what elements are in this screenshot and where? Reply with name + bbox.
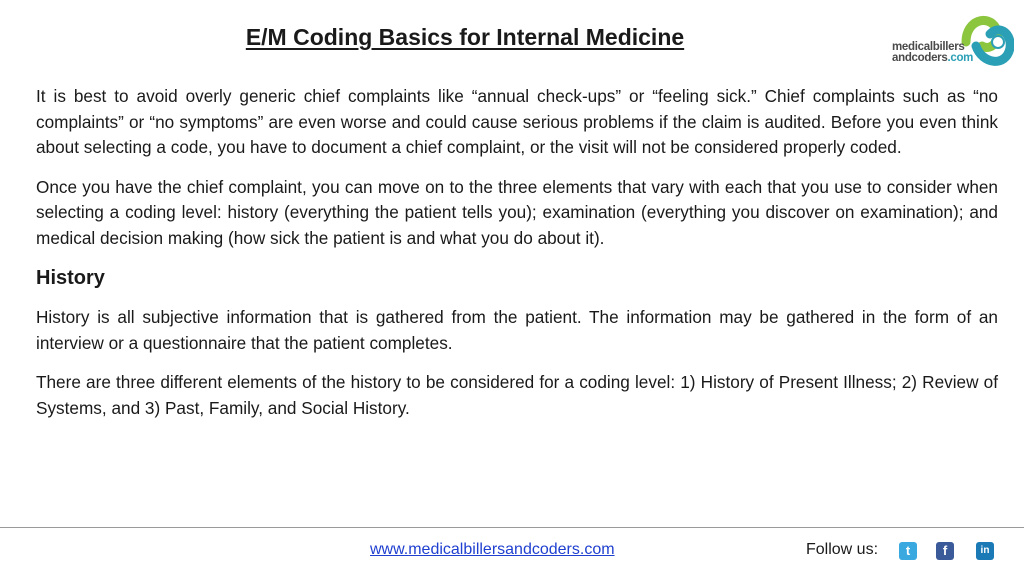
footer-divider [0, 527, 1024, 528]
logo-suffix: .com [947, 52, 974, 64]
paragraph-chief-complaints: It is best to avoid overly generic chief complaints like “annual check-ups” or “feeling sick.” Chief complaints such as “no complaints” or “no symptoms” are even worse and could cause serious problems if the claim is audited. Before you even think about selecting a code, you have to document a chief complaint, or the visit will not be considered properly coded. [36, 86, 998, 157]
facebook-icon[interactable]: f [936, 542, 954, 560]
company-logo[interactable] [892, 12, 1014, 72]
main-content [36, 84, 998, 435]
logo-text [892, 42, 973, 64]
logo-line-1: medicalbillers [892, 41, 965, 53]
page-title: E/M Coding Basics for Internal Medicine [245, 24, 685, 50]
follow-us-label: Follow us: [806, 541, 879, 558]
website-link[interactable]: www.medicalbillersandcoders.com [370, 541, 615, 558]
paragraph-history-elements: There are three different elements of the history to be considered for a coding level: 1) History of Present Illness; 2) Review of Systems, and 3) Past, Family, and Social History. [36, 372, 998, 418]
twitter-icon[interactable]: t [899, 542, 917, 560]
section-heading-history: History [36, 267, 105, 289]
paragraph-three-elements: Once you have the chief complaint, you can move on to the three elements that vary with each that you use to consider when selecting a coding level: history (everything the patient tells you); examination (everything you discover on examination); and medical decision making (how sick the patient is and what you do about it). [36, 176, 998, 248]
logo-line-2: andcoders.com [892, 52, 974, 64]
paragraph-history-definition: History is all subjective information that is gathered from the patient. The information may be gathered in the form of an interview or a questionnaire that the patient completes. [36, 307, 998, 353]
linkedin-icon[interactable]: in [976, 542, 994, 560]
